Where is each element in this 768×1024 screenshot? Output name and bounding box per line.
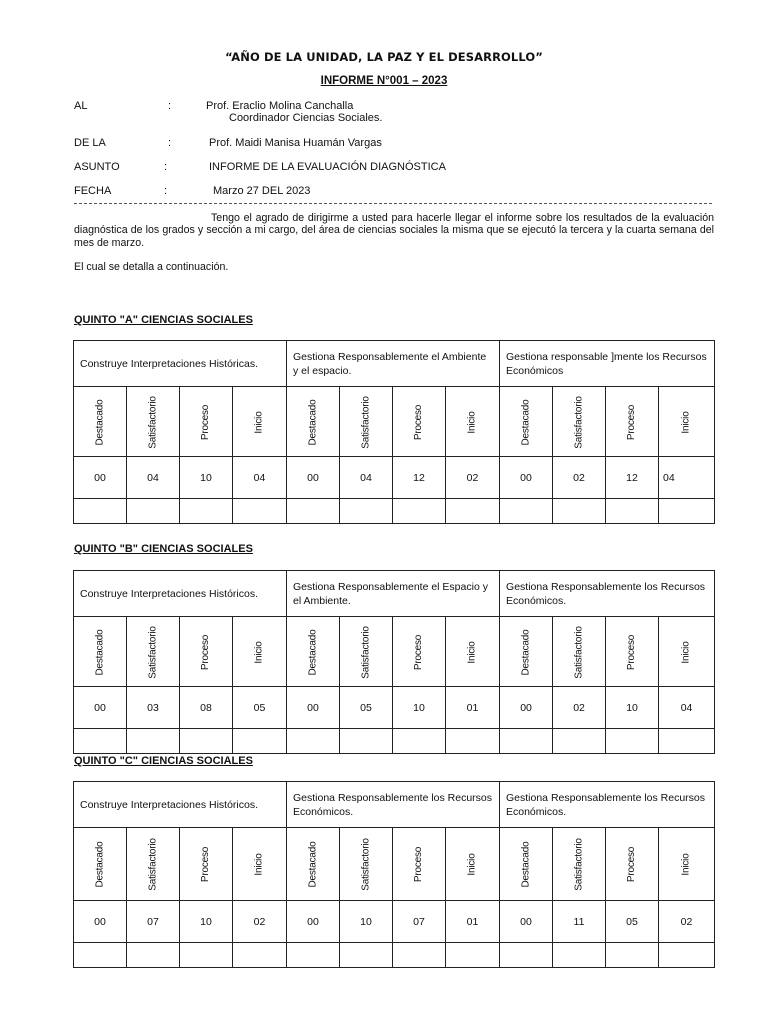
- empty-cell: [340, 729, 393, 754]
- empty-cell: [606, 729, 659, 754]
- level-header-cell: [553, 828, 606, 901]
- level-header-cell: [340, 828, 393, 901]
- level-label: Satisfactorio: [360, 838, 372, 891]
- memo-value-from: Prof. Maidi Manisa Huamán Vargas: [209, 137, 382, 149]
- level-label: Inicio: [467, 853, 478, 876]
- empty-cell: [127, 943, 180, 968]
- level-header-cell: [287, 387, 340, 457]
- empty-cell: [606, 499, 659, 524]
- empty-cell: [74, 943, 127, 968]
- value-cell: 04: [127, 457, 180, 499]
- memo-label-subject: ASUNTO: [74, 161, 120, 173]
- level-label: Satisfactorio: [360, 395, 372, 449]
- level-header-cell: [446, 617, 500, 687]
- empty-cell: [659, 943, 715, 968]
- report-title: INFORME N°001 – 2023: [320, 75, 448, 87]
- empty-cell: [233, 499, 287, 524]
- value-cell: 11: [553, 901, 606, 943]
- value-cell: 02: [446, 457, 500, 499]
- empty-cell: [500, 943, 553, 968]
- level-label: Destacado: [307, 628, 319, 676]
- level-header-cell: [393, 828, 446, 901]
- level-label: Proceso: [200, 404, 212, 440]
- empty-cell: [340, 943, 393, 968]
- competency-cell: Construye Interpretaciones Históricos.: [74, 782, 287, 828]
- value-cell: 00: [74, 687, 127, 729]
- section-title-c: QUINTO "C" CIENCIAS SOCIALES: [74, 755, 253, 767]
- value-cell: 10: [393, 687, 446, 729]
- level-header-cell: [180, 387, 233, 457]
- level-header-cell: [659, 828, 715, 901]
- level-label: Satisfactorio: [573, 838, 585, 891]
- level-row: [74, 387, 715, 457]
- value-cell: 00: [500, 901, 553, 943]
- value-cell: 10: [180, 901, 233, 943]
- level-header-cell: [233, 617, 287, 687]
- memo-label-from: DE LA: [74, 137, 106, 149]
- empty-cell: [606, 943, 659, 968]
- detail-line: El cual se detalla a continuación.: [74, 261, 229, 273]
- value-cell: 04: [233, 457, 287, 499]
- empty-cell: [180, 499, 233, 524]
- section-title-b: QUINTO "B" CIENCIAS SOCIALES: [74, 543, 253, 555]
- value-cell: 00: [287, 457, 340, 499]
- level-header-cell: [606, 828, 659, 901]
- level-label: Inicio: [467, 640, 479, 664]
- level-header-cell: [127, 617, 180, 687]
- level-header-cell: [287, 828, 340, 901]
- dashed-separator: [74, 203, 712, 204]
- value-cell: 04: [659, 687, 715, 729]
- memo-colon: :: [168, 137, 172, 149]
- level-header-cell: [180, 617, 233, 687]
- level-header-cell: [500, 617, 553, 687]
- competency-cell: Gestiona Responsablemente el Espacio y el Ambiente.: [287, 571, 500, 617]
- level-label: Destacado: [520, 398, 532, 446]
- empty-cell: [127, 499, 180, 524]
- empty-cell: [340, 499, 393, 524]
- empty-cell: [233, 943, 287, 968]
- value-cell: 00: [287, 687, 340, 729]
- empty-cell: [500, 729, 553, 754]
- level-header-cell: [606, 617, 659, 687]
- level-label: Inicio: [681, 640, 693, 664]
- value-cell: 02: [553, 687, 606, 729]
- value-cell: 04: [659, 457, 715, 499]
- value-cell: 02: [233, 901, 287, 943]
- level-header-cell: [127, 828, 180, 901]
- year-motto: “AÑO DE LA UNIDAD, LA PAZ Y EL DESARROLLO”: [225, 50, 543, 64]
- value-cell: 05: [233, 687, 287, 729]
- value-cell: 08: [180, 687, 233, 729]
- memo-value-to: Prof. Eraclio Molina Canchalla: [206, 100, 354, 112]
- level-header-cell: [74, 387, 127, 457]
- level-label: Destacado: [307, 398, 319, 446]
- level-header-cell: [393, 387, 446, 457]
- value-cell: 00: [500, 457, 553, 499]
- memo-value-subject: INFORME DE LA EVALUACIÓN DIAGNÓSTICA: [209, 161, 446, 173]
- level-header-cell: [659, 387, 715, 457]
- level-label: Proceso: [200, 634, 212, 670]
- level-label: Proceso: [413, 404, 425, 440]
- level-header-cell: [659, 617, 715, 687]
- empty-cell: [446, 499, 500, 524]
- empty-cell: [287, 499, 340, 524]
- competency-cell: Gestiona Responsablemente los Recursos Económicos.: [500, 782, 715, 828]
- level-label: Proceso: [626, 634, 638, 670]
- level-label: Destacado: [94, 628, 106, 676]
- body-paragraph: Tengo el agrado de dirigirme a usted para hacerle llegar el informe sobre los resultados de la evaluación diagnóstica de los grados y sección a mi cargo, del área de ciencias sociales la misma que se ejecutó la tercera y la cuarta semana del mes de marzo.: [74, 212, 714, 249]
- memo-value-date: Marzo 27 DEL 2023: [213, 185, 311, 197]
- level-label: Inicio: [254, 853, 265, 876]
- results-table-b: [73, 570, 715, 754]
- empty-cell: [393, 943, 446, 968]
- level-header-cell: [446, 828, 500, 901]
- level-header-cell: [233, 828, 287, 901]
- competency-cell: Gestiona Responsablemente el Ambiente y el espacio.: [287, 341, 500, 387]
- level-label: Proceso: [413, 846, 425, 883]
- competency-cell: Gestiona Responsablemente los Recursos Económicos.: [287, 782, 500, 828]
- value-cell: 07: [127, 901, 180, 943]
- level-header-cell: [500, 828, 553, 901]
- memo-colon: :: [168, 100, 172, 112]
- level-label: Proceso: [413, 634, 425, 670]
- level-header-cell: [287, 617, 340, 687]
- level-label: Destacado: [94, 398, 106, 446]
- competency-cell: Gestiona responsable ]mente los Recursos Económicos: [500, 341, 715, 387]
- level-header-cell: [127, 387, 180, 457]
- section-title-a: QUINTO "A" CIENCIAS SOCIALES: [74, 314, 253, 326]
- level-label: Inicio: [254, 410, 265, 434]
- memo-colon: :: [164, 161, 168, 173]
- empty-cell: [127, 729, 180, 754]
- competency-cell: Construye Interpretaciones Históricos.: [74, 571, 287, 617]
- level-row: [74, 617, 715, 687]
- level-header-cell: [393, 617, 446, 687]
- values-row: [74, 687, 715, 729]
- empty-cell: [553, 943, 606, 968]
- value-cell: 05: [606, 901, 659, 943]
- value-cell: 10: [180, 457, 233, 499]
- memo-colon: :: [164, 185, 168, 197]
- value-cell: 04: [340, 457, 393, 499]
- level-label: Satisfactorio: [147, 395, 159, 449]
- empty-cell: [287, 729, 340, 754]
- empty-row: [74, 729, 715, 754]
- level-label: Destacado: [520, 841, 532, 888]
- results-table-c: [73, 781, 715, 968]
- level-label: Inicio: [681, 853, 692, 876]
- level-header-cell: [233, 387, 287, 457]
- competency-cell: Construye Interpretaciones Históricas.: [74, 341, 287, 387]
- empty-cell: [553, 729, 606, 754]
- level-label: Inicio: [681, 410, 692, 434]
- level-label: Proceso: [626, 846, 638, 883]
- level-label: Satisfactorio: [147, 838, 159, 891]
- empty-cell: [446, 729, 500, 754]
- level-label: Satisfactorio: [573, 625, 585, 679]
- level-label: Satisfactorio: [360, 625, 372, 679]
- level-header-cell: [553, 617, 606, 687]
- values-row: [74, 457, 715, 499]
- values-row: [74, 901, 715, 943]
- memo-value-to-role: Coordinador Ciencias Sociales.: [229, 112, 383, 124]
- empty-cell: [74, 729, 127, 754]
- level-label: Destacado: [520, 628, 532, 676]
- level-label: Proceso: [626, 404, 638, 440]
- value-cell: 02: [659, 901, 715, 943]
- level-header-cell: [340, 387, 393, 457]
- level-header-cell: [500, 387, 553, 457]
- level-header-cell: [553, 387, 606, 457]
- level-label: Inicio: [467, 410, 478, 434]
- level-label: Satisfactorio: [573, 395, 585, 449]
- empty-cell: [446, 943, 500, 968]
- level-header-cell: [74, 828, 127, 901]
- value-cell: 01: [446, 901, 500, 943]
- memo-label-date: FECHA: [74, 185, 112, 197]
- memo-label-to: AL: [74, 100, 88, 112]
- empty-cell: [180, 943, 233, 968]
- level-label: Destacado: [307, 841, 319, 888]
- value-cell: 12: [393, 457, 446, 499]
- level-header-cell: [180, 828, 233, 901]
- level-label: Destacado: [94, 841, 106, 888]
- value-cell: 00: [287, 901, 340, 943]
- value-cell: 00: [500, 687, 553, 729]
- value-cell: 10: [606, 687, 659, 729]
- value-cell: 12: [606, 457, 659, 499]
- empty-cell: [393, 499, 446, 524]
- empty-cell: [659, 499, 715, 524]
- level-label: Proceso: [200, 846, 212, 883]
- value-cell: 02: [553, 457, 606, 499]
- value-cell: 00: [74, 457, 127, 499]
- value-cell: 01: [446, 687, 500, 729]
- competency-row: [74, 341, 715, 387]
- level-label: Satisfactorio: [147, 625, 159, 679]
- competency-cell: Gestiona Responsablemente los Recursos Económicos.: [500, 571, 715, 617]
- level-row: [74, 828, 715, 901]
- value-cell: 03: [127, 687, 180, 729]
- empty-cell: [287, 943, 340, 968]
- value-cell: 10: [340, 901, 393, 943]
- value-cell: 05: [340, 687, 393, 729]
- empty-cell: [180, 729, 233, 754]
- level-header-cell: [74, 617, 127, 687]
- level-header-cell: [446, 387, 500, 457]
- results-table-a: [73, 340, 715, 524]
- empty-cell: [74, 499, 127, 524]
- empty-cell: [659, 729, 715, 754]
- empty-row: [74, 499, 715, 524]
- empty-cell: [233, 729, 287, 754]
- empty-cell: [500, 499, 553, 524]
- competency-row: [74, 571, 715, 617]
- level-header-cell: [606, 387, 659, 457]
- competency-row: [74, 782, 715, 828]
- empty-cell: [553, 499, 606, 524]
- empty-row: [74, 943, 715, 968]
- empty-cell: [393, 729, 446, 754]
- level-label: Inicio: [254, 640, 265, 664]
- value-cell: 07: [393, 901, 446, 943]
- level-header-cell: [340, 617, 393, 687]
- value-cell: 00: [74, 901, 127, 943]
